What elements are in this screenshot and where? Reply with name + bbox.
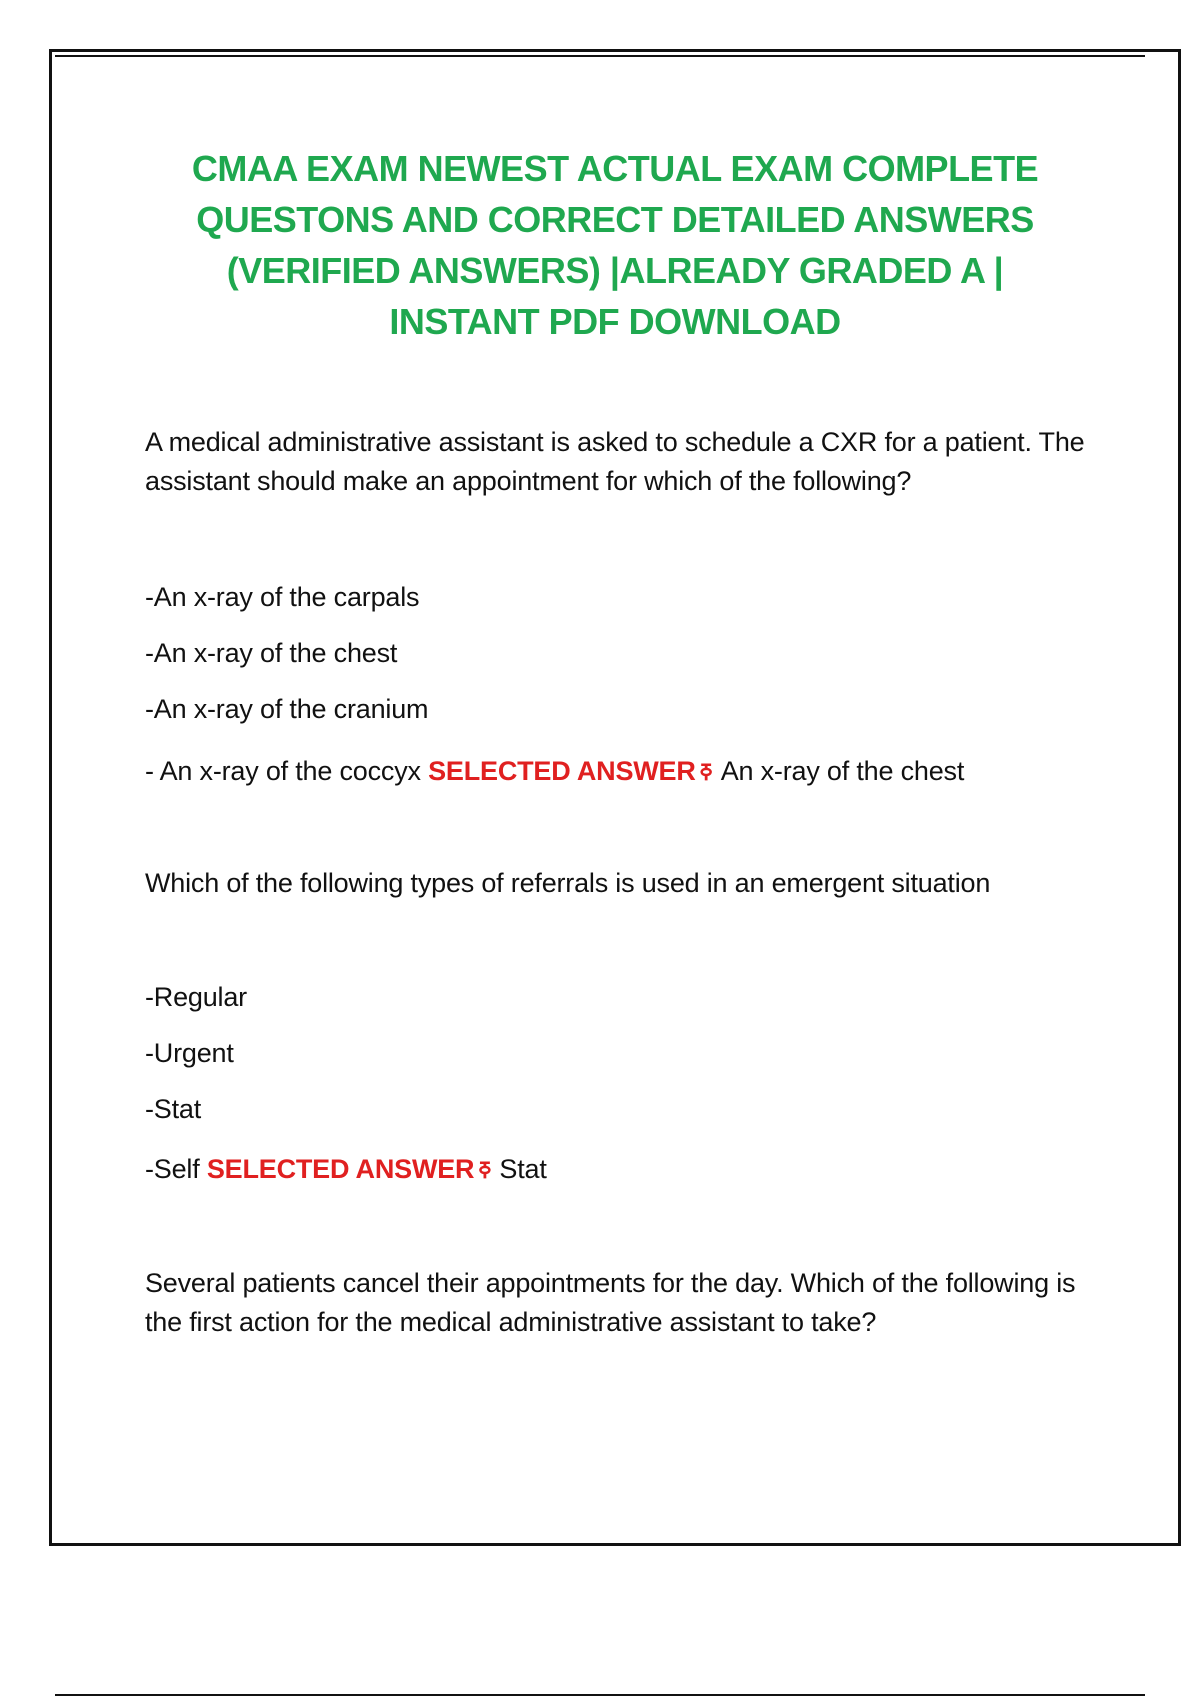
answer-row-1 — [145, 752, 1105, 792]
answer-row-2 — [145, 1150, 1105, 1190]
option-item: -Regular — [145, 982, 247, 1012]
option-item: -Stat — [145, 1094, 202, 1124]
answer-text: Stat — [499, 1154, 547, 1184]
question-text: A medical administrative assistant is asked to schedule a CXR for a patient. The assistant should make an appointment for which of the following? — [145, 427, 1085, 496]
option-row — [145, 690, 1105, 729]
question-block-1 — [145, 423, 1105, 501]
selected-answer-label: SELECTED ANSWER — [428, 756, 696, 786]
answer-mark-icon: ߧ — [699, 760, 713, 785]
option-text: -Self — [145, 1154, 200, 1184]
option-item: -An x-ray of the cranium — [145, 694, 429, 724]
option-row — [145, 978, 1105, 1017]
option-row — [145, 634, 1105, 673]
question-block-3 — [145, 1264, 1105, 1342]
option-item-with-answer — [145, 1150, 1105, 1190]
option-item: -An x-ray of the chest — [145, 638, 398, 668]
selected-answer-label: SELECTED ANSWER — [206, 1154, 475, 1184]
answer-mark-icon: ߧ — [478, 1158, 492, 1183]
bottom-divider — [55, 1694, 1145, 1696]
question-block-2 — [145, 864, 1105, 903]
option-list-1 — [145, 578, 1105, 617]
top-divider — [55, 55, 1145, 57]
question-text: Which of the following types of referrals is used in an emergent situation — [145, 868, 991, 898]
option-row — [145, 1034, 1105, 1073]
option-text: - An x-ray of the coccyx — [145, 756, 421, 786]
answer-text: An x-ray of the chest — [720, 756, 965, 786]
option-item: -Urgent — [145, 1038, 234, 1068]
document-title: CMAA EXAM NEWEST ACTUAL EXAM COMPLETE QUESTONS AND CORRECT DETAILED ANSWERS (VERIFIED ANSWERS) |ALREADY GRADED A | INSTANT PDF DOWNLOAD — [191, 148, 1039, 342]
option-item: -An x-ray of the carpals — [145, 582, 420, 612]
option-item-with-answer — [145, 752, 1105, 792]
question-text: Several patients cancel their appointments for the day. Which of the following is the first action for the medical administrative assistant to take? — [145, 1268, 1076, 1337]
option-row — [145, 1090, 1105, 1129]
